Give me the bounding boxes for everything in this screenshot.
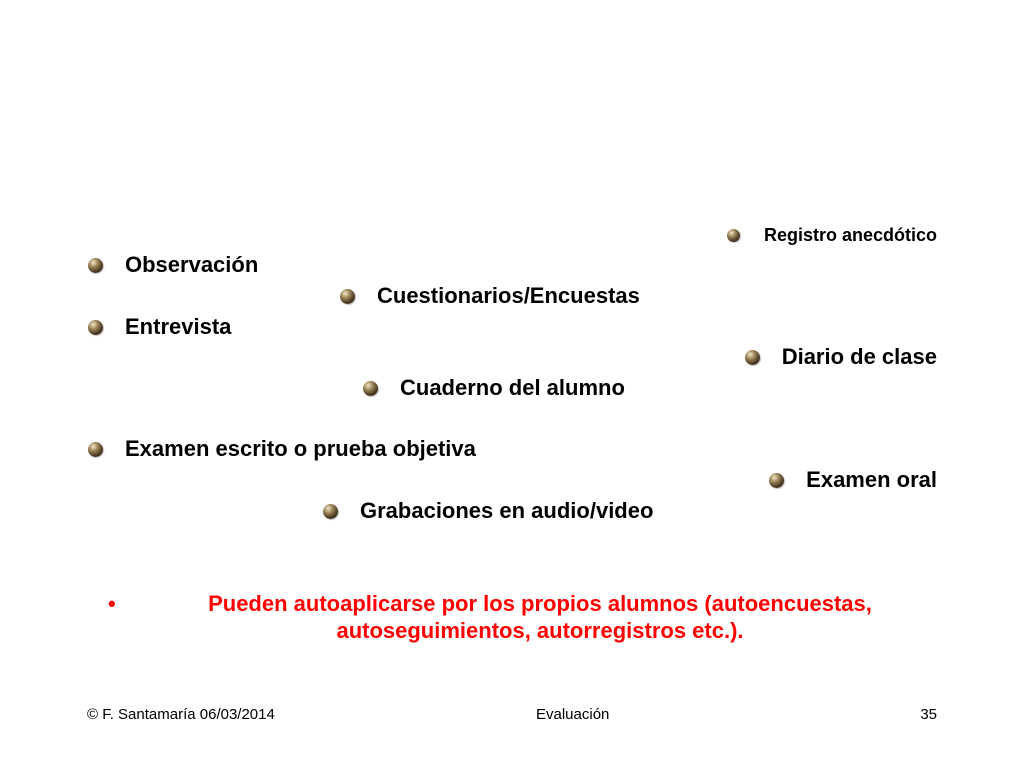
- note-bullet: •: [108, 591, 116, 616]
- method-label: Cuaderno del alumno: [400, 375, 625, 400]
- sphere-bullet-icon: [769, 473, 784, 488]
- method-label: Entrevista: [125, 314, 232, 339]
- sphere-bullet-icon: [363, 381, 378, 396]
- method-label: Examen oral: [806, 467, 937, 492]
- footer-title: Evaluación: [536, 706, 610, 723]
- sphere-bullet-icon: [88, 258, 103, 273]
- method-label: Examen escrito o prueba objetiva: [125, 436, 476, 461]
- method-item: [769, 467, 937, 493]
- method-label: Diario de clase: [781, 344, 937, 369]
- method-item: [363, 375, 625, 401]
- sphere-bullet-icon: [323, 504, 338, 519]
- method-label: Grabaciones en audio/video: [360, 498, 654, 523]
- method-item: [88, 436, 476, 462]
- method-label: Cuestionarios/Encuestas: [377, 283, 640, 308]
- sphere-bullet-icon: [727, 229, 740, 242]
- method-item: [745, 344, 937, 370]
- footer-page-number: 35: [920, 706, 937, 723]
- method-item: [323, 498, 653, 524]
- sphere-bullet-icon: [88, 320, 103, 335]
- method-item: [88, 252, 258, 278]
- sphere-bullet-icon: [745, 350, 760, 365]
- method-item: [88, 314, 231, 340]
- method-item: [727, 225, 937, 246]
- note-text: Pueden autoaplicarse por los propios alumnos (autoencuestas, autoseguimientos, autorregistros etc.).: [208, 591, 872, 643]
- sphere-bullet-icon: [88, 442, 103, 457]
- footer-author-date: © F. Santamaría 06/03/2014: [87, 706, 275, 723]
- sphere-bullet-icon: [340, 289, 355, 304]
- method-item: [340, 283, 640, 309]
- self-application-note: [100, 590, 940, 644]
- method-label: Observación: [125, 252, 259, 277]
- method-label: Registro anecdótico: [763, 225, 937, 245]
